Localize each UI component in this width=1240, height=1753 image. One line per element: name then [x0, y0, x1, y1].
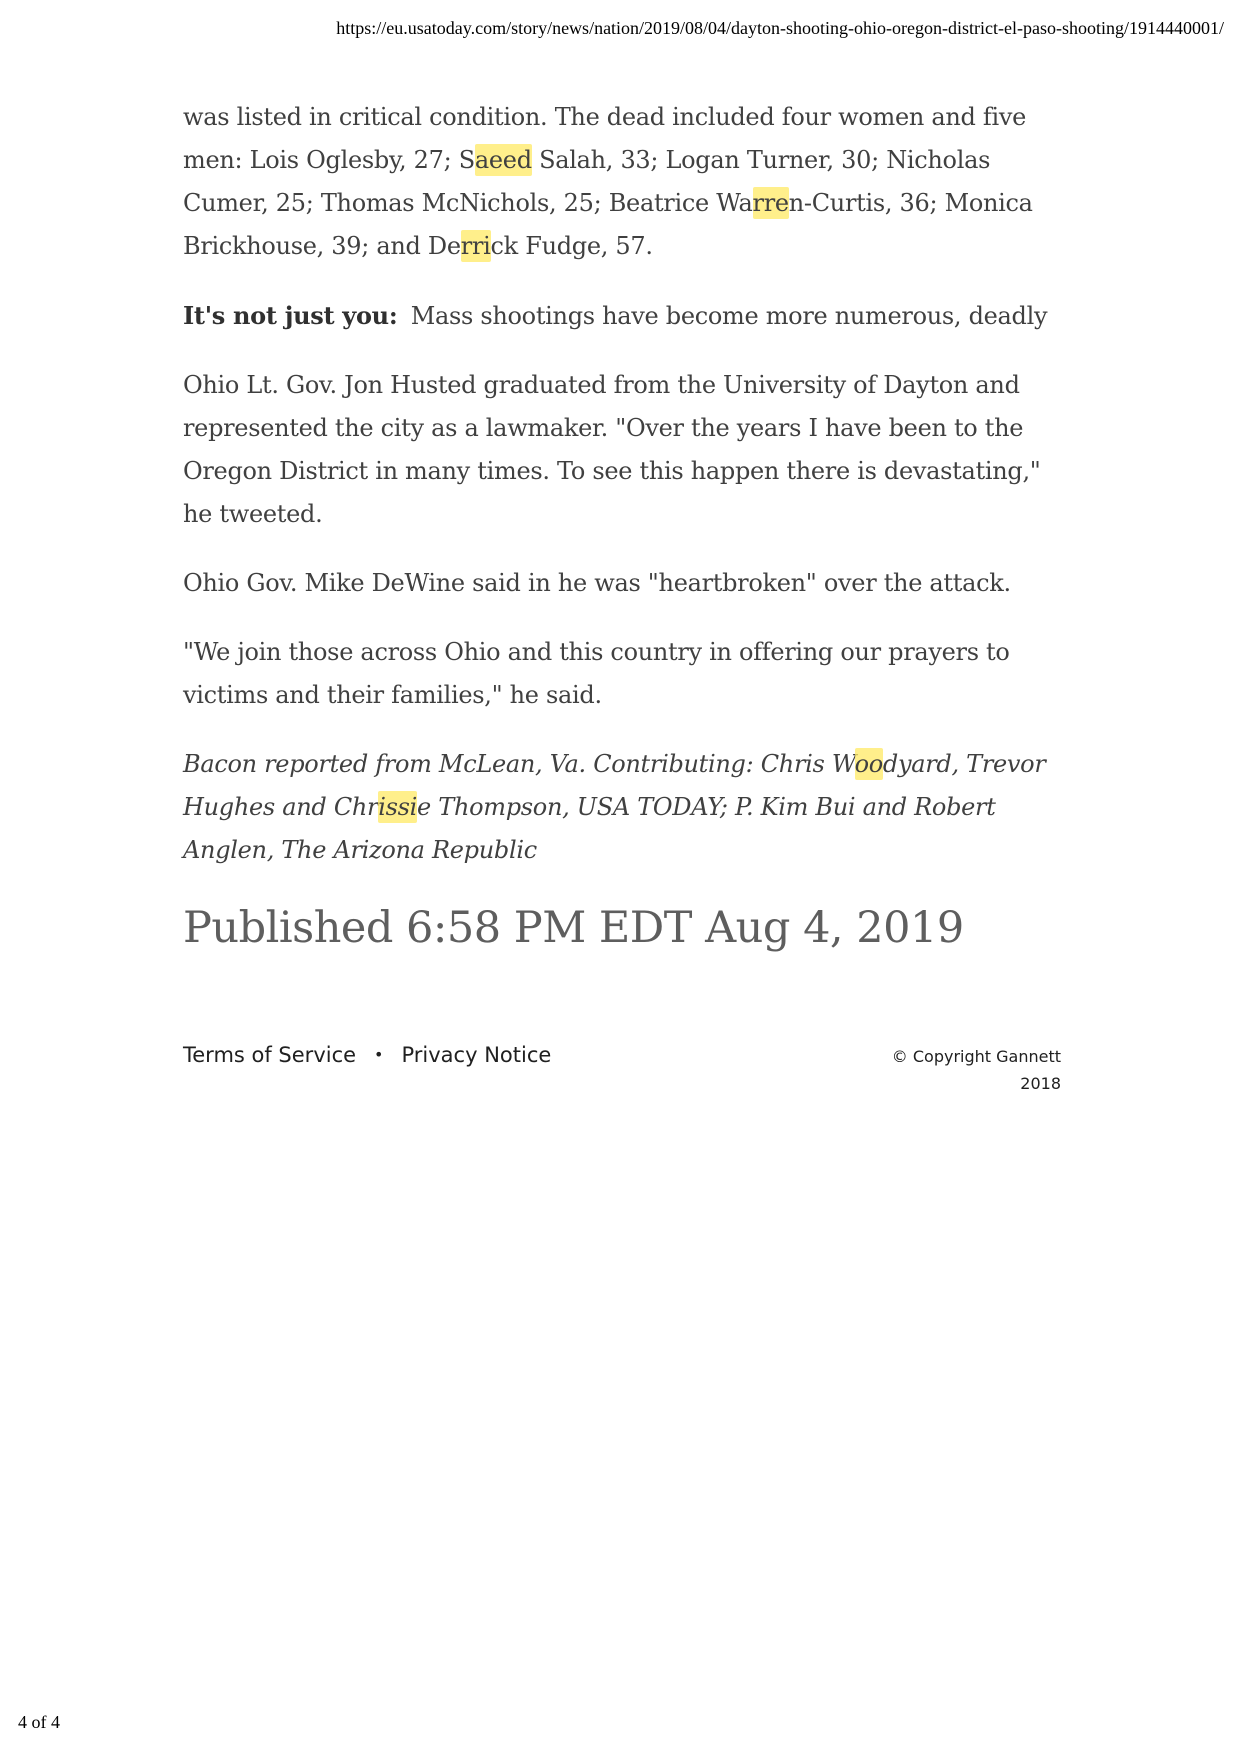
footer-links	[183, 1043, 551, 1067]
victims-paragraph	[183, 96, 1073, 268]
copyright-line-1: © Copyright Gannett	[891, 1047, 1061, 1066]
prayers-quote-paragraph: "We join those across Ohio and this country in offering our prayers to victims and their families," he said.	[183, 638, 1010, 709]
search-highlight: rre	[752, 189, 789, 217]
related-story-link[interactable]: Mass shootings have become more numerous, deadly	[410, 302, 1048, 330]
victims-text-4: ck Fudge, 57.	[490, 232, 653, 260]
victims-text-1: was listed in critical condition. The dead included four women and five men: Lois Oglesby, 27; S	[183, 103, 1027, 174]
privacy-notice-link[interactable]: Privacy Notice	[401, 1043, 552, 1067]
page-number: 4 of 4	[18, 1712, 60, 1732]
byline-text-1: Bacon reported from McLean, Va. Contributing: Chris W	[183, 750, 855, 778]
article-body	[183, 96, 1073, 958]
search-highlight: aeed	[474, 146, 532, 174]
search-highlight: rri	[460, 232, 491, 260]
contributors-byline	[183, 743, 1073, 872]
husted-paragraph: Ohio Lt. Gov. Jon Husted graduated from the University of Dayton and represented the city as a lawmaker. "Over the years I have been to the Oregon District in many times. To see this happen there is devastating," he tweeted.	[183, 371, 1041, 528]
related-story-label: It's not just you:	[183, 301, 398, 330]
copyright-line-2: 2018	[1020, 1074, 1061, 1093]
victims-text-3: n-Curtis, 36; Monica Brickhouse, 39; and De	[183, 189, 1033, 260]
copyright-notice	[841, 1043, 1061, 1097]
published-timestamp: Published 6:58 PM EDT Aug 4, 2019	[183, 903, 964, 953]
print-header-url: https://eu.usatoday.com/story/news/nation/2019/08/04/dayton-shooting-ohio-oregon-district-el-paso-shooting/1914440001/	[336, 18, 1224, 38]
dewine-paragraph: Ohio Gov. Mike DeWine said in he was "heartbroken" over the attack.	[183, 569, 1011, 597]
byline-text-3: e Thompson, USA TODAY; P. Kim Bui and Robert Anglen, The Arizona Republic	[183, 793, 996, 864]
related-story	[183, 294, 1073, 338]
search-highlight: oo	[854, 750, 883, 778]
footer-separator: •	[374, 1045, 384, 1064]
victims-text-2: Salah, 33; Logan Turner, 30; Nicholas Cumer, 25; Thomas McNichols, 25; Beatrice Wa	[183, 146, 991, 217]
search-highlight: issi	[378, 793, 418, 821]
byline-text-2: dyard, Trevor Hughes and Chr	[183, 750, 1046, 821]
terms-of-service-link[interactable]: Terms of Service	[183, 1043, 357, 1067]
